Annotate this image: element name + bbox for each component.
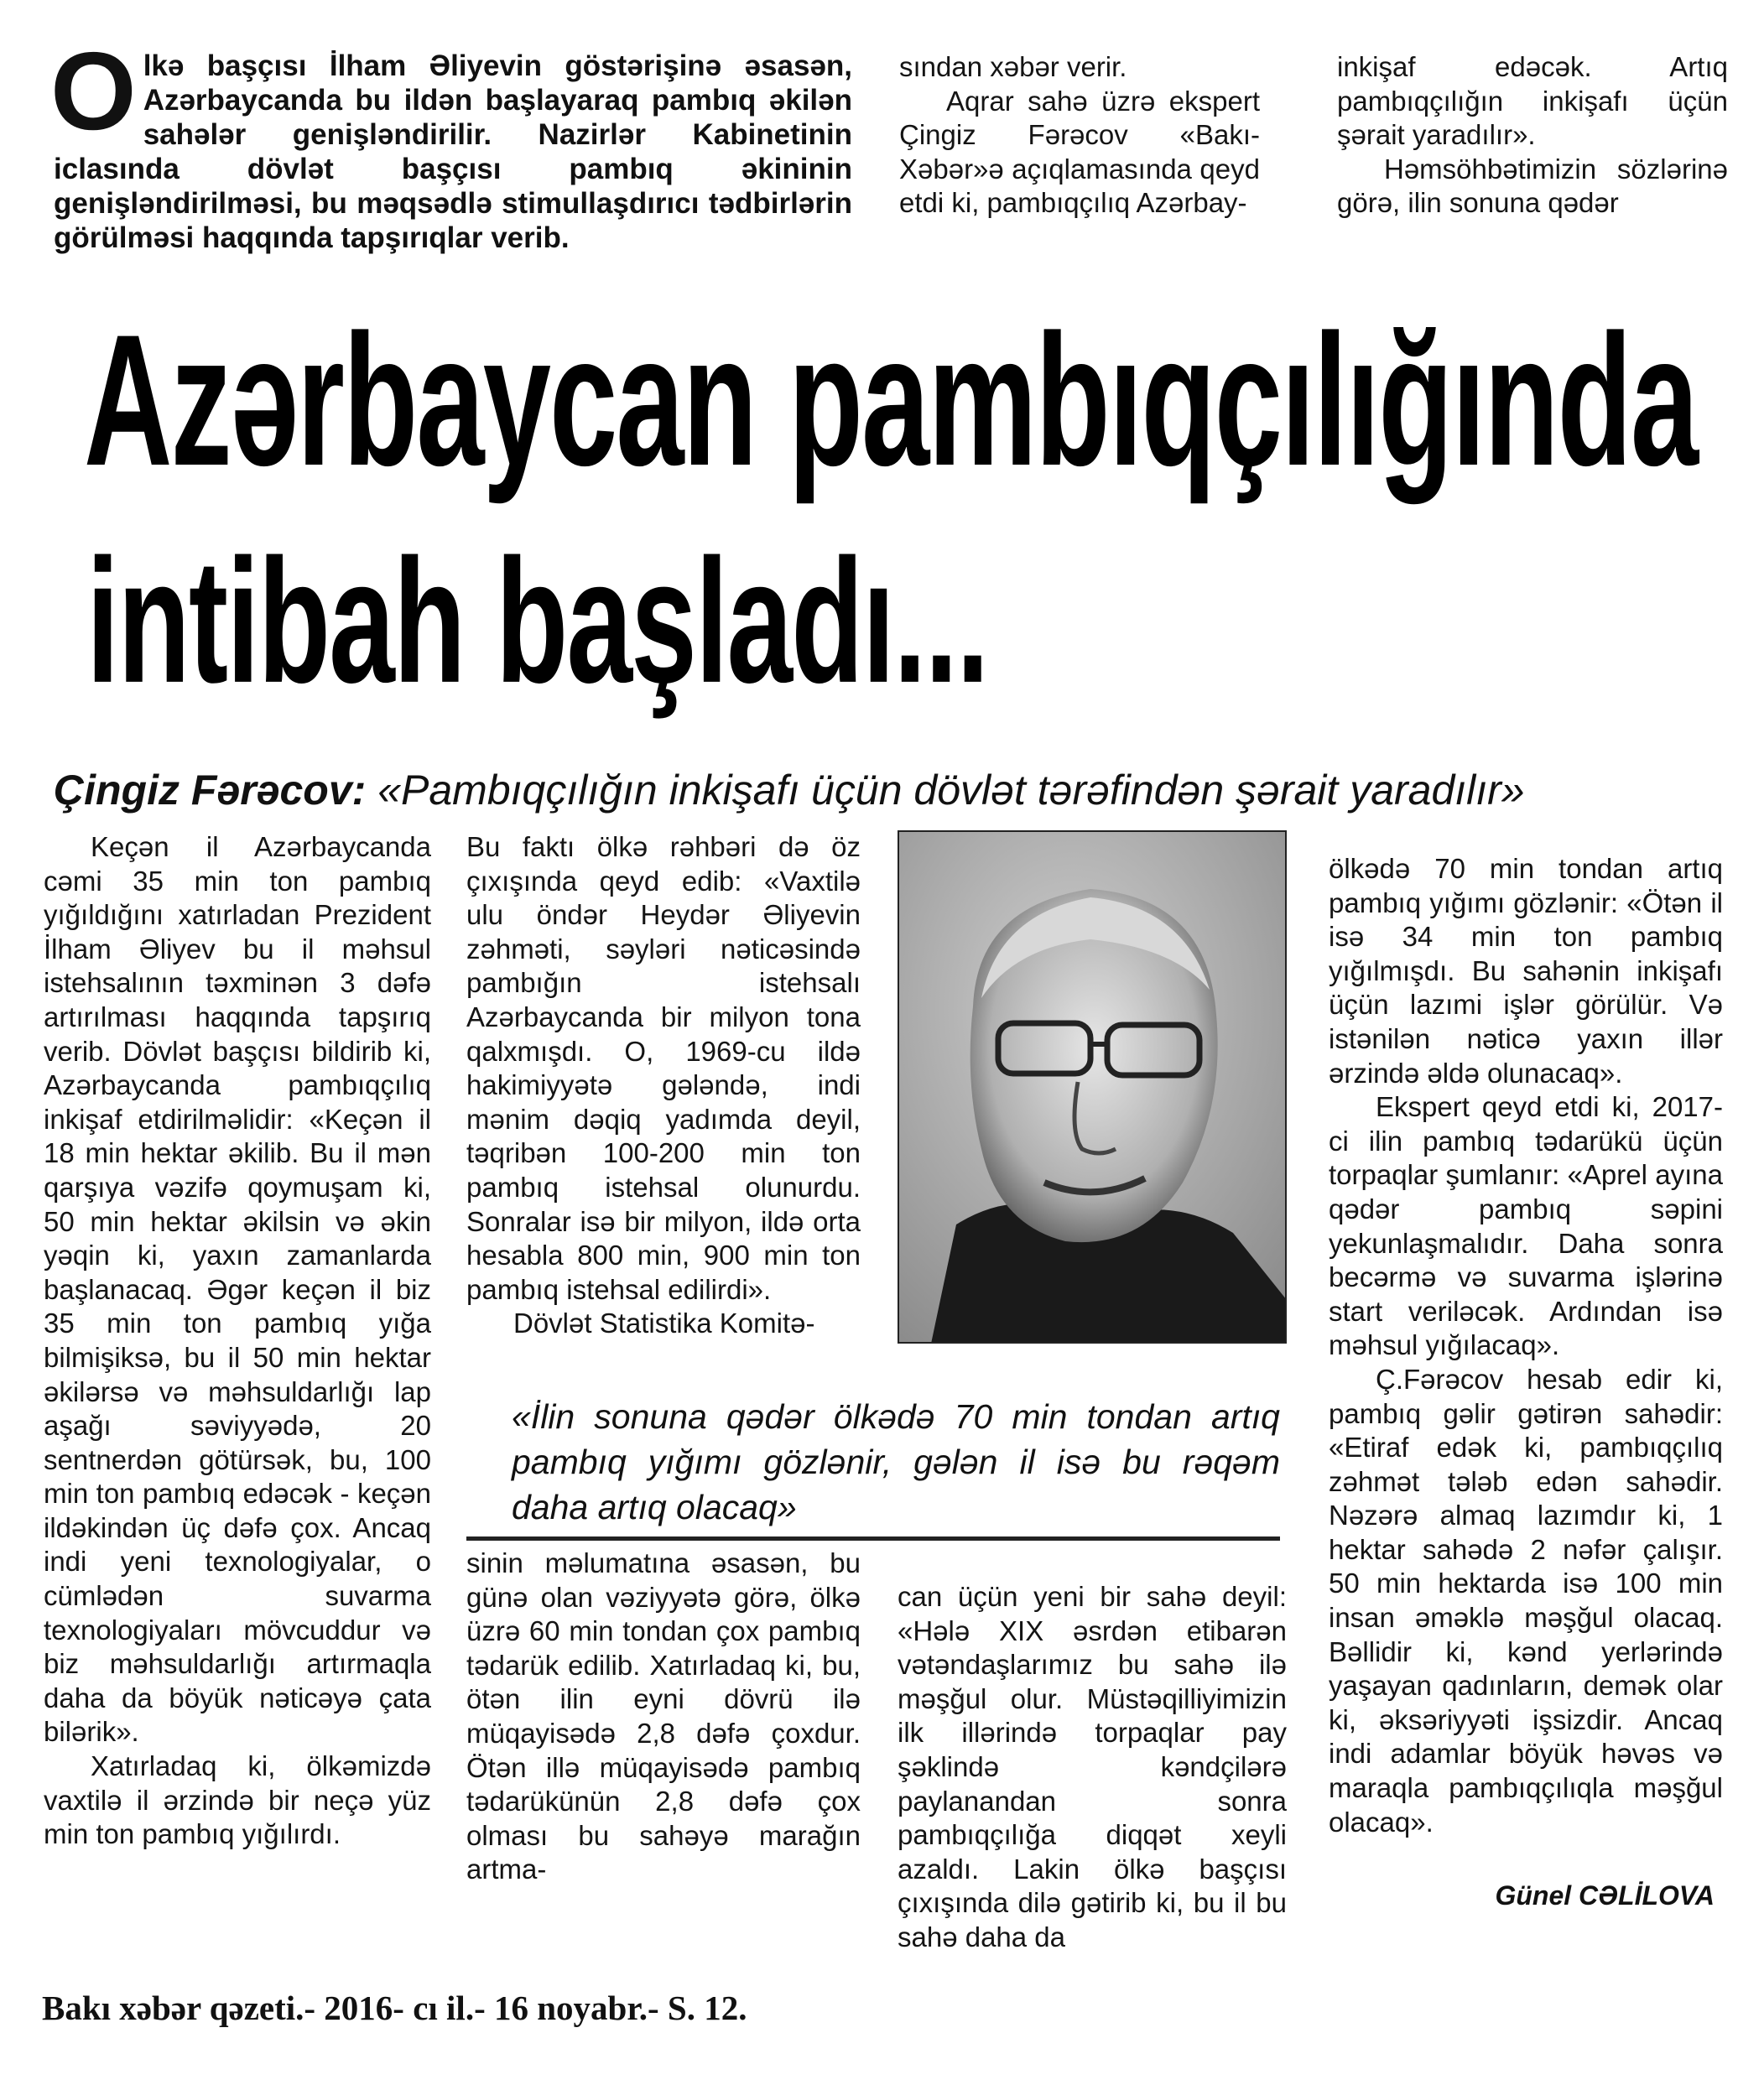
col1-p2: Xatırladaq ki, ölkəmizdə vaxtilə il ərzində bir neçə yüz min ton pambıq yığılırdı. xyxy=(44,1750,431,1850)
top-column-3 xyxy=(1337,50,1728,221)
col4-p2: Ekspert qeyd etdi ki, 2017-ci ilin pambıq tədarükü üçün torpaqlar şumlanır: «Aprel ayına qədər pambıq səpini yekunlaşmalıdır. Daha sonra becərmə və suvarma işlərinə start veriləcək. Ardından isə məhsul yığılacaq». xyxy=(1329,1091,1723,1361)
column-1 xyxy=(44,830,431,1852)
author-signature: Günel CƏLİLOVA xyxy=(1495,1880,1715,1911)
portrait-photo xyxy=(898,830,1287,1344)
subheading-name: Çingiz Fərəcov: xyxy=(54,767,367,814)
col1-p1: Keçən il Azərbaycanda cəmi 35 min ton pambıq yığıldığını xatırladan Prezident İlham Əliyev bu il məhsul istehsalının təxminən 3 dəfə artırılması haqqında tapşırıq verib. Dövlət başçısı bildirib ki, Azərbaycanda pambıqçılıq inkişaf etdirilməlidir: «Keçən il 18 min hektar əkilib. Bu il mən qarşıya vəzifə qoymuşam ki, 50 min hektar əkilsin və əkin yəqin ki, yaxın zamanlarda başlanacaq. Əgər keçən il biz 35 min ton pambıq yığa bilmişiksə, bu il 50 min hektar əkilərsə və məhsuldarlığı lap aşağı səviyyədə, 20 sentnerdən götürsək, bu, 100 min ton pambıq edəcək - keçən ildəkindən üç dəfə çox. Ancaq indi yeni texnologiyalar, o cümlədən suvarma texnologiyaları mövcuddur və biz məhsuldarlığı artırmaqla daha da böyük nəticəyə çata bilərik». xyxy=(44,831,431,1748)
column-2-bottom xyxy=(466,1547,861,1887)
subheading-quote: «Pambıqçılığın inkişafı üçün dövlət tərəfindən şərait yaradılır» xyxy=(377,767,1525,814)
subheading xyxy=(54,765,1525,815)
col4-p1: ölkədə 70 min tondan artıq pambıq yığımı gözlənir: «Ötən il isə 34 min ton pambıq yığılmışdı. Bu sahənin inkişafı üçün lazımi işlər görülür. Və istənilən nəticə yaxın illər ərzində əldə olunacaq». xyxy=(1329,853,1723,1089)
headline-line-1: Azərbaycan pambıqçılığında xyxy=(84,296,1698,506)
column-2-top xyxy=(466,830,861,1341)
pull-quote-rule xyxy=(466,1536,1280,1541)
lead-text: lkə başçısı İlham Əliyevin göstərişinə əsasən, Azərbaycanda bu ildən başlayaraq pambıq əkilən sahələr genişləndirilir. Nazirlər Kabinetinin iclasında dövlət başçısı pambıq əkininin genişləndirilməsi, bu məqsədlə stimullaşdırıcı tədbirlərin görülməsi haqqında tapşırıqlar verib. xyxy=(54,49,852,254)
pull-quote: «İlin sonuna qədər ölkədə 70 min tondan artıq pambıq yığımı gözlənir, gələn il isə bu rəqəm daha artıq olacaq» xyxy=(512,1397,1280,1526)
source-citation: Bakı xəbər qəzeti.- 2016- cı il.- 16 noyabr.- S. 12. xyxy=(42,1989,747,2027)
top-col2-p1: sından xəbər verir. xyxy=(899,51,1127,82)
col4-p3: Ç.Fərəcov hesab edir ki, pambıq gəlir gətirən sahədir: «Etiraf edək ki, pambıqçılıq zəhmət tələb edən sahədir. Nəzərə almaq lazımdır ki, 1 hektar sahədə 2 nəfər çalışır. 50 min hektarda isə 100 min insan əməklə məşğul olacaq. Bəllidir ki, kənd yerlərində yaşayan qadınların, demək olar ki, əksəriyyəti işsizdir. Ancaq indi adamlar böyük həvəs və maraqla pambıqçılıqla məşğul olacaq». xyxy=(1329,1363,1723,1838)
drop-cap: O xyxy=(50,29,137,153)
top-col3-p2: Həmsöhbətimizin sözlərinə görə, ilin sonuna qədər xyxy=(1337,153,1728,219)
col2-top-p1: Bu faktı ölkə rəhbəri də öz çıxışında qeyd edib: «Vaxtilə ulu öndər Heydər Əliyevin zəhməti, səyləri nəticəsində pambığın istehsalı Azərbaycanda bir milyon tona qalxmışdı. O, 1969-cu ildə hakimiyyətə gələndə, indi mənim dəqiq yadımda deyil, təqribən 100-200 min ton pambıq istehsal olunurdu. Sonralar isə bir milyon, ildə orta hesabla 800 min, 900 min ton pambıq istehsal edilirdi». xyxy=(466,831,861,1305)
top-col3-p1: inkişaf edəcək. Artıq pambıqçılığın inkişafı üçün şərait yaradılır». xyxy=(1337,51,1728,151)
lead-paragraph xyxy=(50,29,852,255)
col2-bottom-p1: sinin məlumatına əsasən, bu günə olan vəziyyətə görə, ölkə üzrə 60 min tondan çox pambıq tədarük edilib. Xatırladaq ki, bu, ötən ilin eyni dövrü ilə müqayisədə 2,8 dəfə çoxdur. Ötən illə müqayisədə pambıq tədarükünün 2,8 dəfə çox olması bu sahəyə marağın artma- xyxy=(466,1547,861,1885)
column-4 xyxy=(1329,852,1723,1839)
headline-line-2: intibah başladı... xyxy=(86,523,988,720)
portrait-image xyxy=(898,830,1287,1344)
top-col2-p2: Aqrar sahə üzrə ekspert Çingiz Fərəcov «Bakı-Xəbər»ə açıqlamasında qeyd etdi ki, pambıqçılıq Azərbay- xyxy=(899,85,1260,219)
col3-bottom-p1: can üçün yeni bir sahə deyil: «Hələ XIX əsrdən etibarən vətəndaşlarımız bu sahə ilə məşğul olur. Müstəqilliyimizin ilk illərində torpaqlar pay şəklində kəndçilərə paylanandan sonra pambıqçılığa diqqət xeyli azaldı. Lakin ölkə başçısı çıxışında dilə gətirib ki, bu il bu sahə daha da xyxy=(898,1581,1287,1952)
col2-top-p2: Dövlət Statistika Komitə- xyxy=(513,1308,815,1339)
column-3-bottom xyxy=(898,1580,1287,1955)
top-column-2 xyxy=(899,50,1260,221)
